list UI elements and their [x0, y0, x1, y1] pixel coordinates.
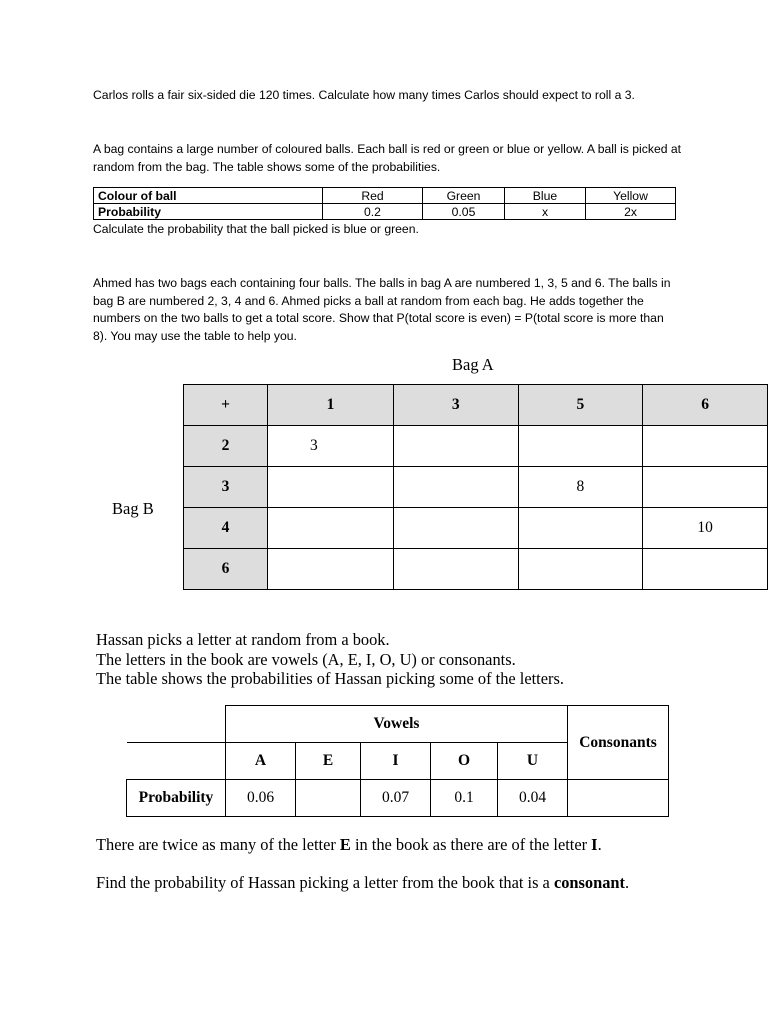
- table-header-cell: 2: [184, 426, 268, 467]
- bold-letter: I: [591, 835, 598, 854]
- letter-header: A: [226, 743, 296, 780]
- table-cell: 8: [518, 467, 643, 508]
- bag-a-label: Bag A: [452, 355, 494, 374]
- question-3-intro: Ahmed has two bags each containing four balls. The balls in bag A are numbered 1, 3, 5 and 6. The balls in bag B are numbered 2, 3, 4 and 6. Ahmed picks a ball at random from each bag. He adds together the numbers on the two balls to get a total score. Show that P(total score is even) = P(total score is more than 8). You may use the table to help you.: [93, 276, 671, 343]
- table-cell: [393, 508, 518, 549]
- text-span: in the book as there are of the letter: [350, 835, 592, 854]
- table-cell: 0.1: [431, 780, 498, 817]
- table-cell: [643, 426, 768, 467]
- table-cell: [518, 508, 643, 549]
- table-row: [94, 204, 676, 220]
- vowels-header: Vowels: [226, 706, 568, 743]
- bold-word: consonant: [553, 873, 625, 892]
- question-1-text: Carlos rolls a fair six-sided die 120 times. Calculate how many times Carlos should expect to roll a 3.: [93, 88, 635, 102]
- table-cell: Yellow: [586, 188, 676, 204]
- bold-letter: E: [339, 835, 351, 854]
- table-corner-cell: +: [184, 385, 268, 426]
- table-cell: x: [505, 204, 586, 220]
- table-cell: [643, 549, 768, 590]
- vowel-probability-table: [126, 705, 669, 817]
- table-blank-cell: [127, 743, 226, 780]
- table-header-cell: 3: [393, 385, 518, 426]
- table-cell: [568, 780, 669, 817]
- table-cell: 0.06: [226, 780, 296, 817]
- colour-probability-table: [93, 187, 676, 220]
- table-cell: 10: [643, 508, 768, 549]
- text-span: .: [624, 873, 630, 892]
- table-row: [94, 188, 676, 204]
- letter-header: O: [431, 743, 498, 780]
- table-cell: [643, 467, 768, 508]
- sum-grid-table: [183, 384, 768, 590]
- table-row: [184, 549, 768, 590]
- table-cell: [393, 426, 518, 467]
- table-cell: [518, 426, 643, 467]
- table-cell: [268, 549, 394, 590]
- table-cell: 0.04: [498, 780, 568, 817]
- question-4-statement: [96, 835, 602, 855]
- letter-header: I: [361, 743, 431, 780]
- intro-line: Hassan picks a letter at random from a book.: [96, 630, 390, 649]
- table-cell: Probability: [94, 204, 323, 220]
- table-cell: Blue: [505, 188, 586, 204]
- consonants-header: Consonants: [568, 706, 669, 780]
- table-cell: 0.05: [423, 204, 505, 220]
- question-2-intro: A bag contains a large number of coloured balls. Each ball is red or green or blue or yellow. A ball is picked at random from the bag. The table shows some of the probabilities.: [93, 142, 682, 174]
- table-cell: [268, 467, 394, 508]
- table-blank-cell: [127, 706, 226, 743]
- letter-header: E: [296, 743, 361, 780]
- table-cell: [296, 780, 361, 817]
- text-span: Find the probability of Hassan picking a letter from the book that is a: [96, 873, 554, 892]
- table-cell: [518, 549, 643, 590]
- table-cell: 0.2: [323, 204, 423, 220]
- bag-b-label: Bag B: [112, 499, 154, 518]
- table-cell: 3: [268, 426, 394, 467]
- probability-row-label: Probability: [127, 780, 226, 817]
- intro-line: The letters in the book are vowels (A, E, I, O, U) or consonants.: [96, 649, 516, 669]
- text-span: There are twice as many of the letter: [96, 835, 340, 854]
- table-row: [127, 780, 669, 817]
- question-4-intro: [96, 630, 564, 689]
- table-header-cell: 6: [184, 549, 268, 590]
- table-header-cell: 3: [184, 467, 268, 508]
- table-cell: Green: [423, 188, 505, 204]
- table-header-cell: 6: [643, 385, 768, 426]
- table-row: [184, 467, 768, 508]
- table-cell: 0.07: [361, 780, 431, 817]
- table-header-cell: 4: [184, 508, 268, 549]
- table-cell: [268, 508, 394, 549]
- question-2-prompt: Calculate the probability that the ball picked is blue or green.: [93, 222, 419, 236]
- table-cell: [393, 467, 518, 508]
- table-row: [184, 426, 768, 467]
- text-span: .: [597, 835, 602, 854]
- question-4-prompt: [96, 873, 629, 893]
- table-header-cell: 1: [268, 385, 394, 426]
- table-row: [184, 508, 768, 549]
- intro-line: The table shows the probabilities of Hassan picking some of the letters.: [96, 669, 564, 688]
- letter-header: U: [498, 743, 568, 780]
- table-cell: Red: [323, 188, 423, 204]
- table-row: [184, 385, 768, 426]
- table-cell: [393, 549, 518, 590]
- table-header-cell: 5: [518, 385, 643, 426]
- table-cell: 2x: [586, 204, 676, 220]
- table-cell: Colour of ball: [94, 188, 323, 204]
- table-row: [127, 706, 669, 743]
